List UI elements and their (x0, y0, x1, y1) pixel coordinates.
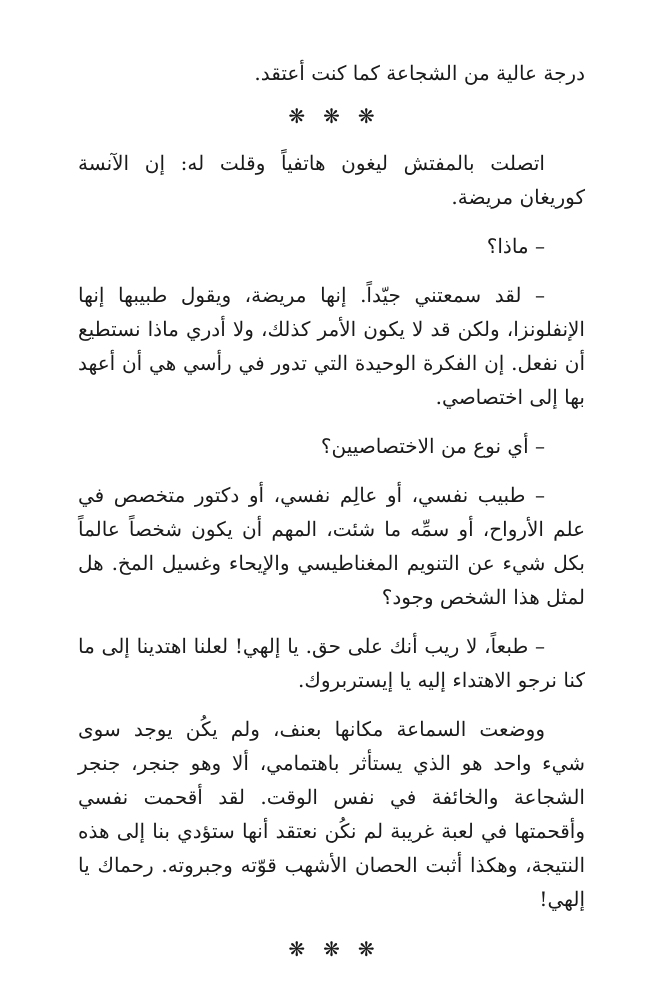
paragraph-2: – ماذا؟ (486, 234, 545, 258)
paragraph-3: – لقد سمعتني جيّداً. إنها مريضة، ويقول طبيبها إنها الإنفلونزا، ولكن قد لا يكون الأمر كذلك، ولا أدري ماذا نستطيع أن نفعل. إن الفكرة الوحيدة التي تدور في رأسي هي أن أعهد بها إلى اختصاصي. (78, 283, 585, 409)
paragraph-opening: درجة عالية من الشجاعة كما كنت أعتقد. (254, 61, 585, 85)
paragraph-1: اتصلت بالمفتش ليغون هاتفياً وقلت له: إن الآنسة كوريغان مريضة. (78, 151, 585, 209)
section-separator-top: ❋❋❋ (288, 104, 393, 128)
paragraph-5: – طبيب نفسي، أو عالِم نفسي، أو دكتور متخصص في علم الأرواح، أو سمِّه ما شئت، المهم أن يكون شخصاً عالماً بكل شيء عن التنويم المغناطيسي والإيحاء وغسيل المخ. هل لمثل هذا الشخص وجود؟ (78, 483, 585, 609)
section-separator-bottom: ❋❋❋ (288, 937, 393, 961)
paragraph-6: – طبعاً، لا ريب أنك على حق. يا إلهي! لعلنا اهتدينا إلى ما كنا نرجو الاهتداء إليه يا إيستربروك. (78, 634, 585, 692)
paragraph-7: ووضعت السماعة مكانها بعنف، ولم يكُن يوجد سوى شيء واحد هو الذي يستأثر باهتمامي، ألا وهو جنجر، جنجر الشجاعة والخائفة في نفس الوقت. لقد أقحمت نفسي وأقحمتها في لعبة غريبة لم نكُن نعتقد أنها ستؤدي بنا إلى هذه النتيجة، وهكذا أثبت الحصان الأشهب قوّته وجبروته. رحماك يا إلهي! (78, 717, 585, 911)
paragraph-4: – أي نوع من الاختصاصيين؟ (320, 434, 545, 458)
